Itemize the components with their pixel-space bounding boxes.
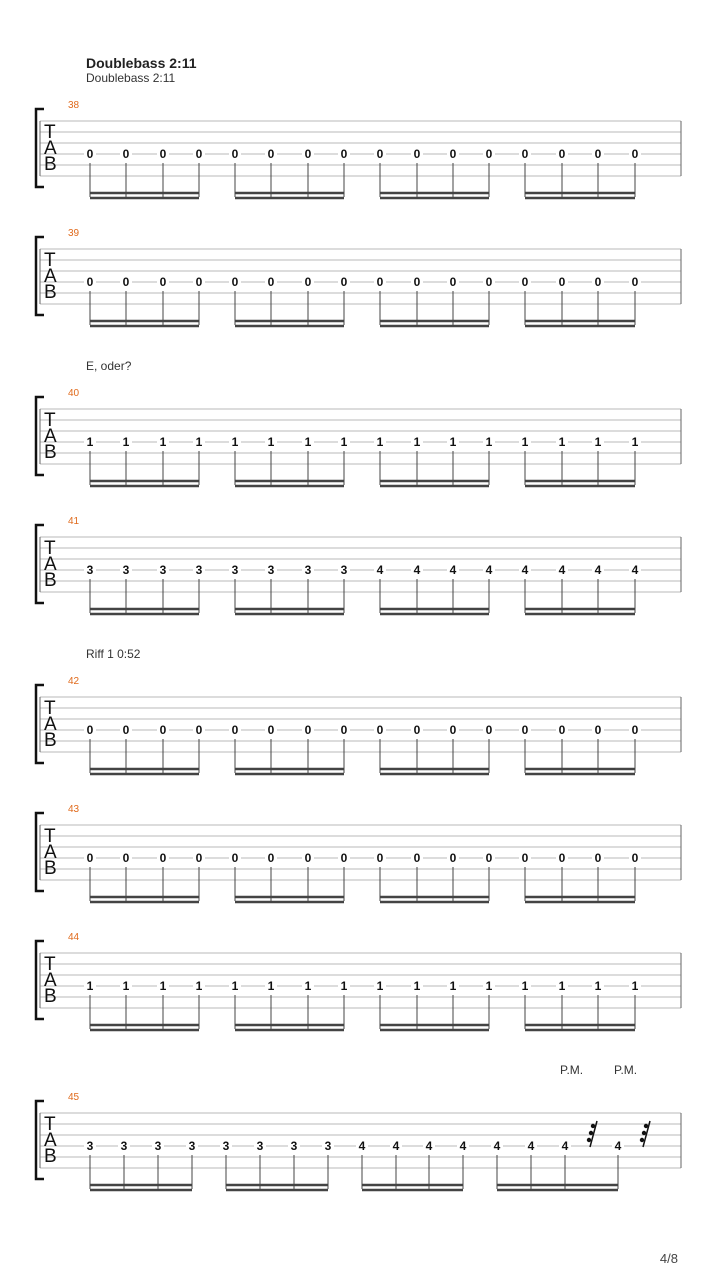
fret-number: 3 <box>222 1139 230 1153</box>
fret-number: 0 <box>159 851 167 865</box>
fret-number: 3 <box>154 1139 162 1153</box>
fret-number: 3 <box>290 1139 298 1153</box>
fret-number: 0 <box>122 275 130 289</box>
tab-staff-system <box>0 1088 720 1198</box>
fret-number: 4 <box>449 563 457 577</box>
tab-staff-system <box>0 512 720 622</box>
section-label-e-oder: E, oder? <box>86 359 132 373</box>
tab-clef-letter: B <box>44 442 57 463</box>
fret-number: 4 <box>425 1139 433 1153</box>
tab-clef-letter: B <box>44 730 57 751</box>
fret-number: 1 <box>195 979 203 993</box>
tab-clef-letter: A <box>44 554 57 575</box>
tab-clef-letter: B <box>44 858 57 879</box>
fret-number: 0 <box>195 723 203 737</box>
measure-number: 42 <box>68 676 80 687</box>
fret-number: 1 <box>304 435 312 449</box>
fret-number: 1 <box>86 435 94 449</box>
tab-clef-letter: B <box>44 1146 57 1167</box>
fret-number: 4 <box>527 1139 535 1153</box>
fret-number: 1 <box>485 979 493 993</box>
tab-clef-letter: B <box>44 986 57 1007</box>
measure-number: 40 <box>68 388 80 399</box>
fret-number: 1 <box>521 979 529 993</box>
fret-number: 1 <box>631 435 639 449</box>
fret-number: 3 <box>86 1139 94 1153</box>
fret-number: 1 <box>267 979 275 993</box>
track-name: Doublebass 2:11 <box>86 71 176 85</box>
fret-number: 0 <box>594 147 602 161</box>
fret-number: 0 <box>631 723 639 737</box>
fret-number: 0 <box>195 275 203 289</box>
tab-clef-letter: B <box>44 154 57 175</box>
fret-number: 0 <box>122 723 130 737</box>
fret-number: 4 <box>493 1139 501 1153</box>
fret-number: 4 <box>614 1139 622 1153</box>
fret-number: 0 <box>304 275 312 289</box>
fret-number: 0 <box>413 851 421 865</box>
tab-staff-system <box>0 96 720 206</box>
fret-number: 0 <box>558 723 566 737</box>
fret-number: 4 <box>558 563 566 577</box>
tab-clef-letter: A <box>44 266 57 287</box>
fret-number: 0 <box>267 723 275 737</box>
fret-number: 0 <box>521 851 529 865</box>
fret-number: 4 <box>561 1139 569 1153</box>
fret-number: 0 <box>449 147 457 161</box>
fret-number: 3 <box>195 563 203 577</box>
fret-number: 4 <box>485 563 493 577</box>
fret-number: 0 <box>340 723 348 737</box>
fret-number: 1 <box>376 979 384 993</box>
fret-number: 4 <box>459 1139 467 1153</box>
fret-number: 0 <box>413 147 421 161</box>
fret-number: 1 <box>195 435 203 449</box>
fret-number: 0 <box>449 723 457 737</box>
fret-number: 0 <box>159 275 167 289</box>
fret-number: 3 <box>86 563 94 577</box>
section-label-riff-1: Riff 1 0:52 <box>86 647 141 661</box>
fret-number: 0 <box>376 147 384 161</box>
tab-clef-letter: A <box>44 138 57 159</box>
fret-number: 1 <box>231 979 239 993</box>
fret-number: 3 <box>340 563 348 577</box>
fret-number: 1 <box>231 435 239 449</box>
fret-number: 3 <box>304 563 312 577</box>
fret-number: 4 <box>521 563 529 577</box>
fret-number: 0 <box>86 851 94 865</box>
fret-number: 0 <box>231 275 239 289</box>
tab-clef-letter: T <box>44 698 56 719</box>
sixteenth-rest <box>640 1121 650 1147</box>
fret-number: 0 <box>631 147 639 161</box>
tab-clef-letter: B <box>44 570 57 591</box>
fret-number: 4 <box>376 563 384 577</box>
fret-number: 0 <box>521 275 529 289</box>
fret-number: 0 <box>231 723 239 737</box>
tab-clef-letter: T <box>44 250 56 271</box>
fret-number: 0 <box>231 851 239 865</box>
fret-number: 0 <box>376 851 384 865</box>
palm-mute-marker: P.M. <box>614 1063 638 1077</box>
fret-number: 1 <box>413 435 421 449</box>
tab-clef-letter: A <box>44 426 57 447</box>
fret-number: 1 <box>122 435 130 449</box>
fret-number: 1 <box>122 979 130 993</box>
tab-clef-letter: T <box>44 538 56 559</box>
tab-clef-letter: A <box>44 970 57 991</box>
fret-number: 0 <box>340 275 348 289</box>
fret-number: 3 <box>231 563 239 577</box>
fret-number: 0 <box>122 147 130 161</box>
fret-number: 0 <box>195 147 203 161</box>
fret-number: 1 <box>413 979 421 993</box>
tab-staff-system <box>0 384 720 494</box>
fret-number: 0 <box>267 275 275 289</box>
fret-number: 0 <box>267 851 275 865</box>
fret-number: 1 <box>558 435 566 449</box>
fret-number: 0 <box>631 851 639 865</box>
fret-number: 3 <box>122 563 130 577</box>
tab-clef-letter: T <box>44 826 56 847</box>
fret-number: 0 <box>558 147 566 161</box>
fret-number: 0 <box>485 147 493 161</box>
measure-number: 43 <box>68 804 80 815</box>
fret-number: 0 <box>631 275 639 289</box>
fret-number: 3 <box>324 1139 332 1153</box>
fret-number: 1 <box>594 979 602 993</box>
fret-number: 1 <box>485 435 493 449</box>
tab-clef-letter: T <box>44 410 56 431</box>
fret-number: 0 <box>159 147 167 161</box>
tab-clef-letter: T <box>44 122 56 143</box>
fret-number: 0 <box>86 723 94 737</box>
fret-number: 1 <box>558 979 566 993</box>
page-number: 4/8 <box>659 1251 678 1266</box>
fret-number: 0 <box>304 851 312 865</box>
tab-clef-letter: A <box>44 842 57 863</box>
fret-number: 0 <box>449 275 457 289</box>
fret-number: 1 <box>340 979 348 993</box>
fret-number: 3 <box>256 1139 264 1153</box>
fret-number: 4 <box>392 1139 400 1153</box>
sixteenth-rest <box>587 1121 597 1147</box>
tab-staff-system <box>0 224 720 334</box>
fret-number: 0 <box>413 723 421 737</box>
fret-number: 0 <box>485 851 493 865</box>
fret-number: 3 <box>267 563 275 577</box>
tab-clef-letter: T <box>44 954 56 975</box>
fret-number: 0 <box>594 723 602 737</box>
song-section-title: Doublebass 2:11 <box>86 55 197 71</box>
measure-number: 41 <box>68 516 80 527</box>
tab-clef-letter: B <box>44 282 57 303</box>
fret-number: 0 <box>594 851 602 865</box>
fret-number: 0 <box>376 275 384 289</box>
fret-number: 1 <box>86 979 94 993</box>
tab-staff-system <box>0 672 720 782</box>
tab-clef-letter: A <box>44 714 57 735</box>
fret-number: 0 <box>413 275 421 289</box>
fret-number: 0 <box>558 851 566 865</box>
fret-number: 0 <box>159 723 167 737</box>
fret-number: 0 <box>340 147 348 161</box>
fret-number: 0 <box>558 275 566 289</box>
fret-number: 4 <box>594 563 602 577</box>
fret-number: 0 <box>304 147 312 161</box>
fret-number: 1 <box>521 435 529 449</box>
fret-number: 1 <box>159 979 167 993</box>
fret-number: 0 <box>231 147 239 161</box>
fret-number: 0 <box>86 275 94 289</box>
fret-number: 1 <box>449 435 457 449</box>
fret-number: 4 <box>413 563 421 577</box>
tab-staff-system <box>0 928 720 1038</box>
fret-number: 0 <box>521 723 529 737</box>
fret-number: 0 <box>521 147 529 161</box>
fret-number: 0 <box>304 723 312 737</box>
fret-number: 1 <box>594 435 602 449</box>
fret-number: 0 <box>485 723 493 737</box>
tab-clef-letter: A <box>44 1130 57 1151</box>
fret-number: 0 <box>485 275 493 289</box>
fret-number: 1 <box>304 979 312 993</box>
measure-number: 38 <box>68 100 80 111</box>
fret-number: 1 <box>267 435 275 449</box>
fret-number: 1 <box>449 979 457 993</box>
fret-number: 0 <box>86 147 94 161</box>
measure-number: 44 <box>68 932 80 943</box>
fret-number: 1 <box>631 979 639 993</box>
fret-number: 4 <box>358 1139 366 1153</box>
fret-number: 3 <box>120 1139 128 1153</box>
fret-number: 0 <box>449 851 457 865</box>
fret-number: 1 <box>159 435 167 449</box>
fret-number: 0 <box>195 851 203 865</box>
tab-clef-letter: T <box>44 1114 56 1135</box>
fret-number: 4 <box>631 563 639 577</box>
fret-number: 0 <box>376 723 384 737</box>
fret-number: 0 <box>122 851 130 865</box>
fret-number: 1 <box>376 435 384 449</box>
palm-mute-marker: P.M. <box>560 1063 584 1077</box>
fret-number: 3 <box>188 1139 196 1153</box>
measure-number: 39 <box>68 228 80 239</box>
fret-number: 3 <box>159 563 167 577</box>
fret-number: 0 <box>594 275 602 289</box>
fret-number: 1 <box>340 435 348 449</box>
tab-staff-system <box>0 800 720 910</box>
measure-number: 45 <box>68 1092 80 1103</box>
fret-number: 0 <box>267 147 275 161</box>
fret-number: 0 <box>340 851 348 865</box>
